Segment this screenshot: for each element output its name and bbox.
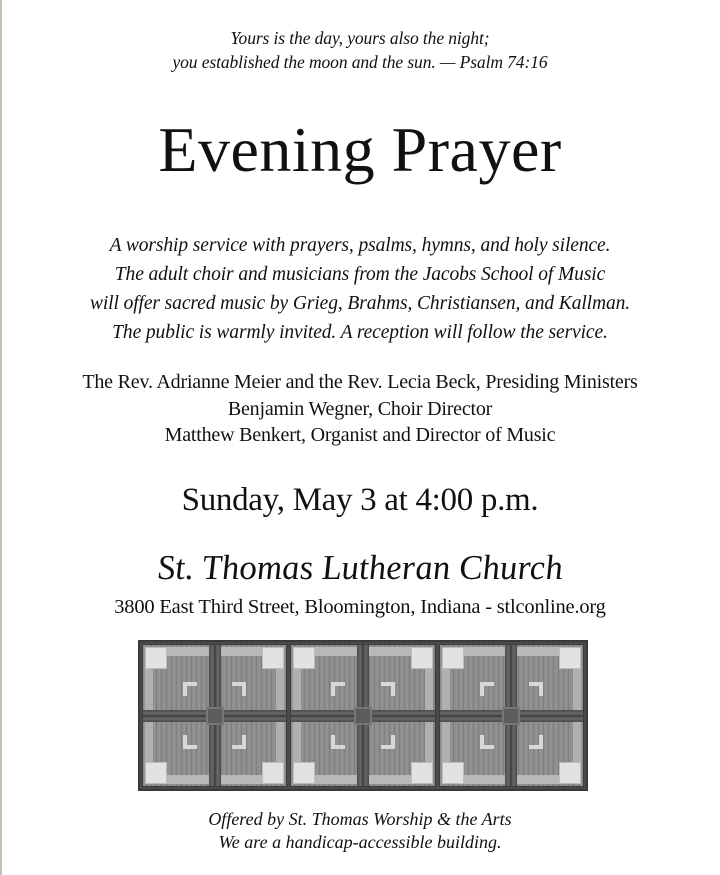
- triptych-artwork-image: [138, 640, 588, 791]
- service-description: [0, 231, 720, 347]
- description-line: A worship service with prayers, psalms, hymns, and holy silence.: [109, 235, 611, 256]
- footer-line: We are a handicap-accessible building.: [218, 832, 502, 852]
- artwork-panel: [142, 644, 287, 787]
- church-name: St. Thomas Lutheran Church: [156, 548, 564, 587]
- description-line: The adult choir and musicians from the Jacobs School of Music: [114, 264, 606, 285]
- description-line: will offer sacred music by Grieg, Brahms, Christiansen, and Kallman.: [89, 293, 631, 314]
- event-datetime: Sunday, May 3 at 4:00 p.m.: [181, 482, 539, 518]
- church-address: 3800 East Third Street, Bloomington, Indiana - stlconline.org: [114, 596, 606, 618]
- credit-line: The Rev. Adrianne Meier and the Rev. Lecia Beck, Presiding Ministers: [82, 371, 638, 393]
- page-title: Evening Prayer: [158, 114, 562, 185]
- epigraph-line: Yours is the day, yours also the night;: [230, 28, 490, 48]
- credit-line: Benjamin Wegner, Choir Director: [227, 397, 493, 420]
- ministers-credits: [0, 369, 720, 449]
- artwork-panel: [290, 644, 435, 787]
- description-line: The public is warmly invited. A reception will follow the service.: [112, 322, 608, 343]
- artwork-panel: [439, 644, 584, 787]
- psalm-epigraph: [0, 26, 720, 74]
- epigraph-line: you established the moon and the sun. — Psalm 74:16: [172, 52, 548, 72]
- footer-notes: [0, 808, 720, 854]
- credit-line: Matthew Benkert, Organist and Director of Music: [164, 424, 556, 446]
- footer-line: Offered by St. Thomas Worship & the Arts: [208, 809, 512, 829]
